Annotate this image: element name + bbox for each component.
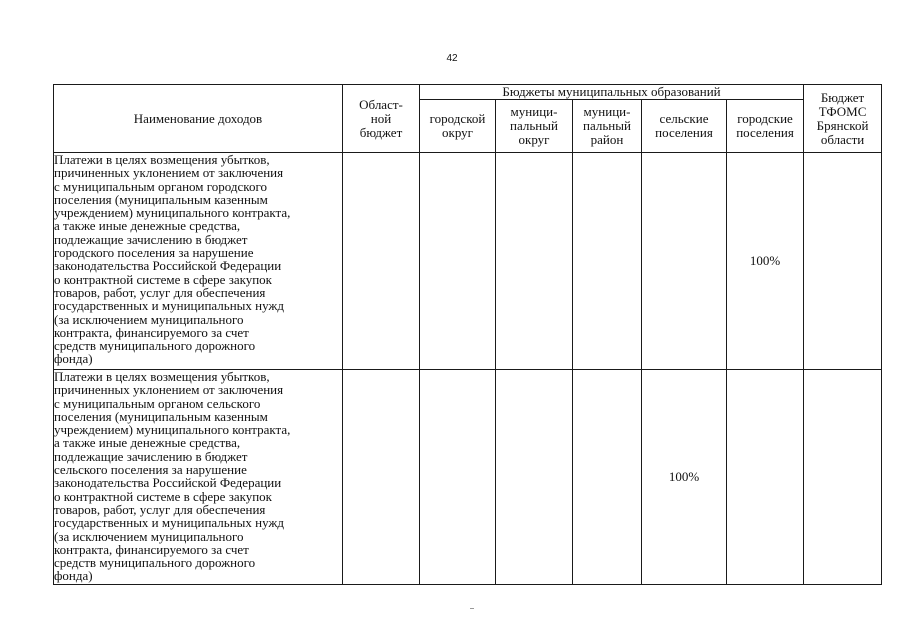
gorodskoy-okrug-value-cell [420, 370, 496, 585]
selskie-value-cell: 100% [642, 370, 727, 585]
tfoms-value-cell [804, 370, 882, 585]
regional-value-cell [343, 370, 420, 585]
header-municipal-budgets: Бюджеты муниципальных образований [420, 85, 804, 100]
header-gorodskie-poseleniya: городские поселения [727, 100, 804, 153]
municipal-okrug-value-cell [496, 370, 573, 585]
header-selskie-poseleniya: сельские поселения [642, 100, 727, 153]
revenue-distribution-table [53, 84, 882, 585]
gorodskie-value-cell [727, 370, 804, 585]
gorodskie-value-cell: 100% [727, 153, 804, 370]
header-municipal-okrug: муници- пальный округ [496, 100, 573, 153]
municipal-rayon-value-cell [573, 153, 642, 370]
regional-value-cell [343, 153, 420, 370]
table-row [54, 153, 882, 370]
header-row-top [54, 85, 882, 100]
municipal-rayon-value-cell [573, 370, 642, 585]
header-regional-budget: Област- ной бюджет [343, 85, 420, 153]
income-name-cell: Платежи в целях возмещения убытков, причиненных уклонением от заключения с муниципальным органом городского поселения (муниципальным казенным учреждением) муниципального контракта, а также иные денежные средства, подлежащие зачислению в бюджет городского поселения за нарушение законодательства Российской Федерации о контрактной системе в сфере закупок товаров, работ, услуг для обеспечения государственных и муниципальных нужд (за исключением муниципального контракта, финансируемого за счет средств муниципального дорожного фонда) [54, 153, 343, 370]
gorodskoy-okrug-value-cell [420, 153, 496, 370]
header-income-name: Наименование доходов [54, 85, 343, 153]
header-municipal-rayon: муници- пальный район [573, 100, 642, 153]
income-name-cell: Платежи в целях возмещения убытков, причиненных уклонением от заключения с муниципальным органом сельского поселения (муниципальным казенным учреждением) муниципального контракта, а также иные денежные средства, подлежащие зачислению в бюджет сельского поселения за нарушение законодательства Российской Федерации о контрактной системе в сфере закупок товаров, работ, услуг для обеспечения государственных и муниципальных нужд (за исключением муниципального контракта, финансируемого за счет средств муниципального дорожного фонда) [54, 370, 343, 585]
table-row [54, 370, 882, 585]
page-number: 42 [446, 53, 458, 64]
municipal-okrug-value-cell [496, 153, 573, 370]
tfoms-value-cell [804, 153, 882, 370]
header-tfoms-budget: Бюджет ТФОМС Брянской области [804, 85, 882, 153]
selskie-value-cell [642, 153, 727, 370]
scan-speck [470, 608, 474, 609]
header-gorodskoy-okrug: городской округ [420, 100, 496, 153]
